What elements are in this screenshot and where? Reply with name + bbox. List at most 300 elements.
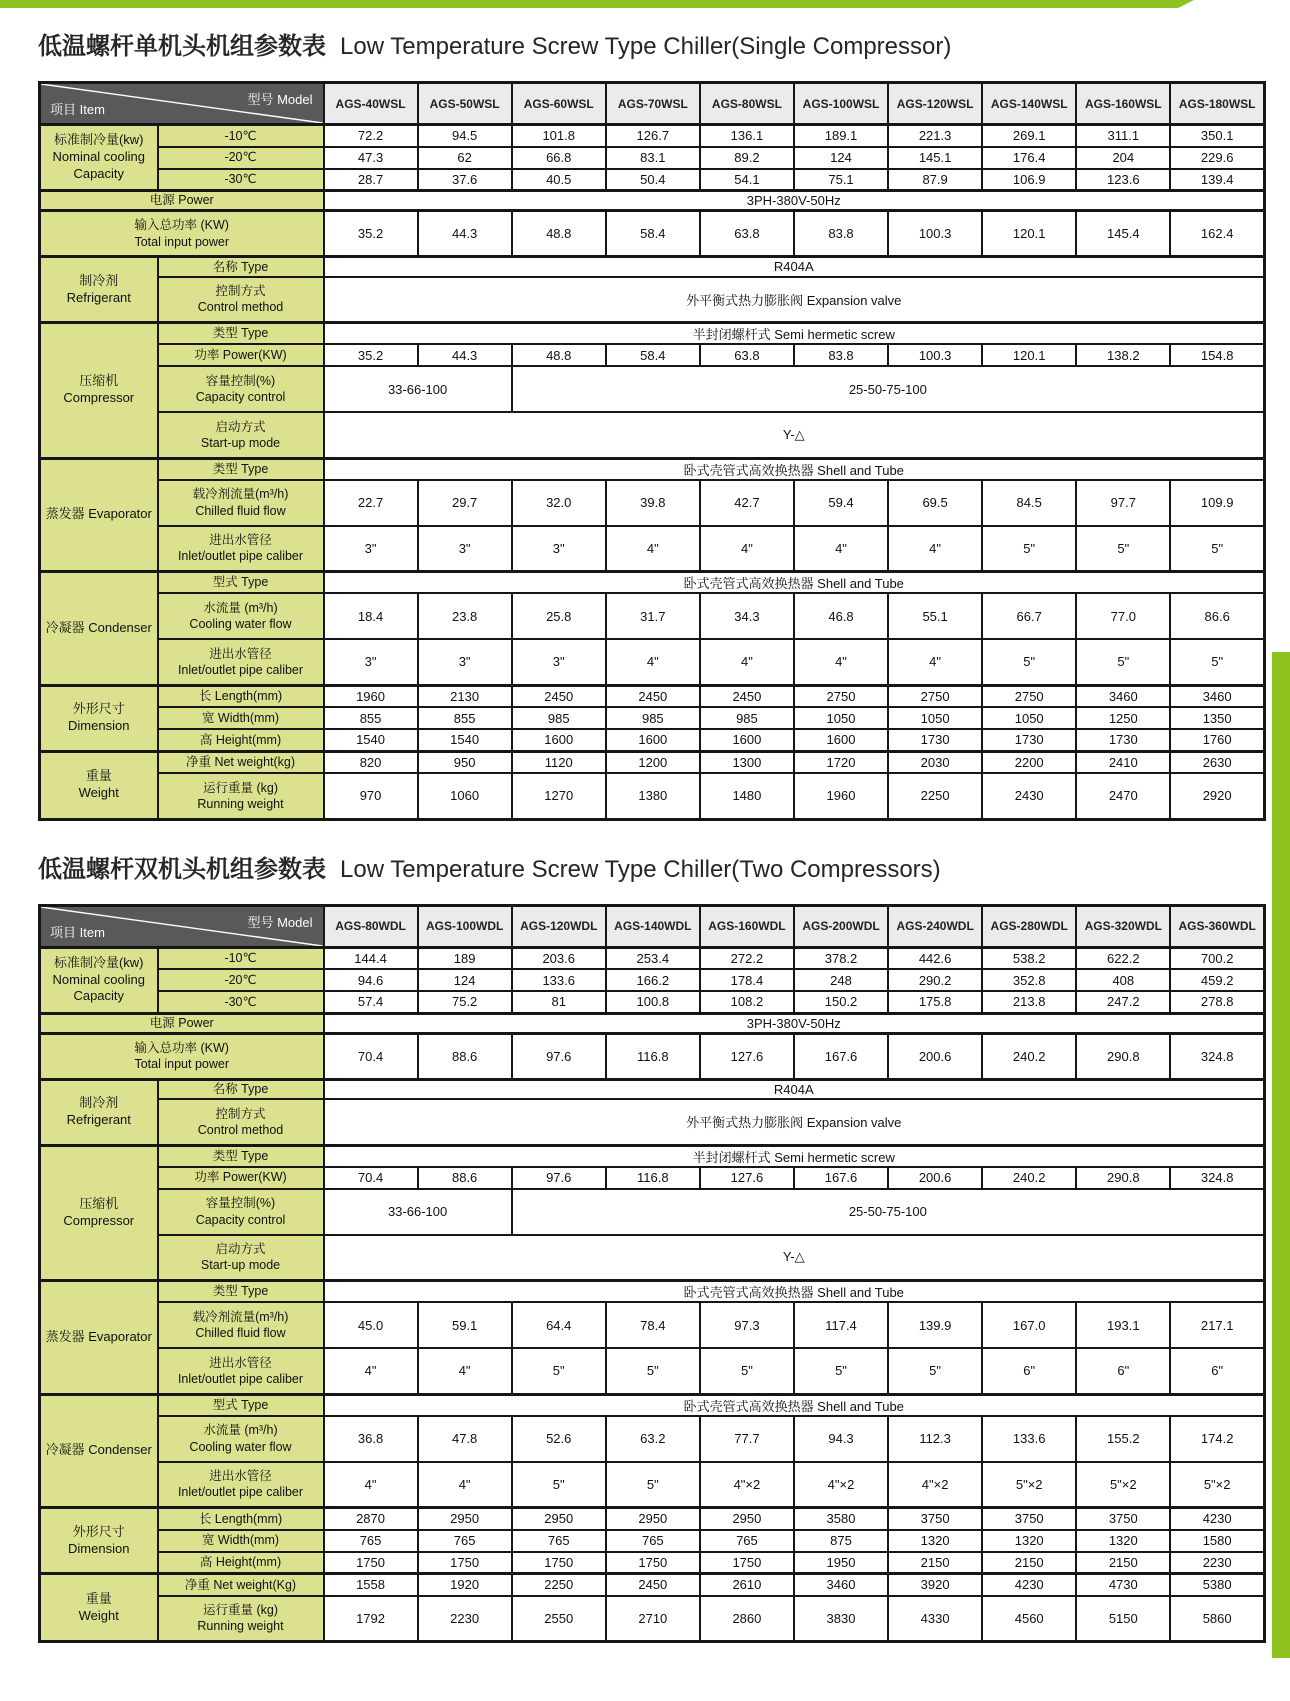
data-cell: 290.2 [888,969,982,991]
data-cell: 4" [606,526,700,572]
data-cell: 278.8 [1170,991,1264,1013]
data-cell: 4" [324,1348,418,1394]
data-cell: 1320 [888,1530,982,1552]
row-label-cell: 高 Height(mm) [158,1552,324,1574]
data-cell: 5" [888,1348,982,1394]
data-cell: 5" [982,526,1076,572]
group-label-cell: 压缩机 Compressor [40,323,158,459]
data-cell: 350.1 [1170,125,1264,147]
merged-data-cell: 25-50-75-100 [512,1189,1265,1235]
model-header-cell: AGS-200WDL [794,905,888,947]
data-cell: 622.2 [1076,947,1170,969]
data-cell: 3" [418,526,512,572]
data-cell: 66.7 [982,593,1076,639]
data-cell: 46.8 [794,593,888,639]
data-cell: 3750 [888,1508,982,1530]
data-cell: 269.1 [982,125,1076,147]
data-cell: 66.8 [512,147,606,169]
data-cell: 37.6 [418,169,512,191]
data-cell: 2750 [794,685,888,707]
data-cell: 4"×2 [794,1462,888,1508]
data-cell: 4330 [888,1596,982,1642]
data-cell: 3920 [888,1574,982,1596]
merged-data-cell: 3PH-380V-50Hz [324,1013,1265,1033]
data-cell: 203.6 [512,947,606,969]
row-label-cell: 控制方式 Control method [158,277,324,323]
group-label-cell: 制冷剂 Refrigerant [40,1079,158,1145]
data-cell: 855 [324,707,418,729]
row-label-cell: 水流量 (m³/h) Cooling water flow [158,1416,324,1462]
data-cell: 2230 [1170,1552,1264,1574]
row-label-cell: 水流量 (m³/h) Cooling water flow [158,593,324,639]
row-label-cell: 进出水管径 Inlet/outlet pipe caliber [158,526,324,572]
data-cell: 193.1 [1076,1302,1170,1348]
data-cell: 1760 [1170,729,1264,751]
data-cell: 106.9 [982,169,1076,191]
data-cell: 5" [1170,639,1264,685]
data-cell: 253.4 [606,947,700,969]
data-cell: 47.3 [324,147,418,169]
data-cell: 1050 [982,707,1076,729]
model-header-cell: AGS-80WSL [700,83,794,125]
row-label-cell: 功率 Power(KW) [158,1167,324,1189]
group-label-cell: 压缩机 Compressor [40,1145,158,1281]
data-cell: 221.3 [888,125,982,147]
model-header-cell: AGS-320WDL [1076,905,1170,947]
data-cell: 6" [1076,1348,1170,1394]
data-cell: 57.4 [324,991,418,1013]
group-label-cell: 标准制冷量(kw) Nominal cooling Capacity [40,125,158,191]
data-cell: 1950 [794,1552,888,1574]
row-label-cell: 类型 Type [158,1145,324,1167]
data-cell: 6" [982,1348,1076,1394]
data-cell: 154.8 [1170,344,1264,366]
data-cell: 126.7 [606,125,700,147]
data-cell: 1050 [888,707,982,729]
data-cell: 88.6 [418,1167,512,1189]
data-cell: 4" [794,639,888,685]
merged-data-cell: R404A [324,257,1265,277]
data-cell: 116.8 [606,1167,700,1189]
model-header-cell: AGS-70WSL [606,83,700,125]
spec-table [38,81,1266,821]
row-label-cell: 启动方式 Start-up mode [158,1235,324,1281]
row-label-cell: -30℃ [158,169,324,191]
data-cell: 290.8 [1076,1167,1170,1189]
row-label-cell: 名称 Type [158,1079,324,1099]
model-header-cell: AGS-100WSL [794,83,888,125]
data-cell: 5" [1076,526,1170,572]
data-cell: 4" [794,526,888,572]
model-header-cell: AGS-120WSL [888,83,982,125]
data-cell: 84.5 [982,480,1076,526]
corner-model-label: 型号 Model [247,92,313,107]
row-label-cell: 运行重量 (kg) Running weight [158,1596,324,1642]
row-label-cell: 宽 Width(mm) [158,1530,324,1552]
row-label-cell: 型式 Type [158,1394,324,1416]
data-cell: 5"×2 [982,1462,1076,1508]
data-cell: 6" [1170,1348,1264,1394]
row-label-cell: -30℃ [158,991,324,1013]
merged-data-cell: 3PH-380V-50Hz [324,191,1265,211]
data-cell: 1060 [418,773,512,819]
data-cell: 2710 [606,1596,700,1642]
data-cell: 75.2 [418,991,512,1013]
data-cell: 133.6 [512,969,606,991]
data-cell: 3750 [1076,1508,1170,1530]
data-cell: 5" [982,639,1076,685]
group-label-cell: 蒸发器 Evaporator [40,1281,158,1395]
row-label-cell: 输入总功率 (KW) Total input power [40,1033,324,1079]
data-cell: 1480 [700,773,794,819]
data-cell: 855 [418,707,512,729]
data-cell: 2030 [888,751,982,773]
merged-data-cell: 外平衡式热力膨胀阀 Expansion valve [324,277,1265,323]
data-cell: 2750 [888,685,982,707]
data-cell: 139.4 [1170,169,1264,191]
data-cell: 138.2 [1076,344,1170,366]
data-cell: 240.2 [982,1033,1076,1079]
data-cell: 145.4 [1076,211,1170,257]
data-cell: 2250 [512,1574,606,1596]
data-cell: 45.0 [324,1302,418,1348]
model-header-cell: AGS-60WSL [512,83,606,125]
data-cell: 97.6 [512,1033,606,1079]
data-cell: 1730 [888,729,982,751]
data-cell: 2130 [418,685,512,707]
data-cell: 77.0 [1076,593,1170,639]
data-cell: 2450 [700,685,794,707]
data-cell: 5"×2 [1170,1462,1264,1508]
data-cell: 875 [794,1530,888,1552]
data-cell: 2950 [700,1508,794,1530]
data-cell: 178.4 [700,969,794,991]
data-cell: 189 [418,947,512,969]
data-cell: 150.2 [794,991,888,1013]
data-cell: 1792 [324,1596,418,1642]
row-label-cell: 类型 Type [158,458,324,480]
spec-table [38,904,1266,1644]
data-cell: 2450 [606,1574,700,1596]
row-label-cell: -10℃ [158,947,324,969]
data-cell: 124 [794,147,888,169]
data-cell: 2550 [512,1596,606,1642]
merged-data-cell: 半封闭螺杆式 Semi hermetic screw [324,323,1265,345]
table2-title-en: Low Temperature Screw Type Chiller(Two Compressors) [340,855,941,883]
data-cell: 204 [1076,147,1170,169]
data-cell: 162.4 [1170,211,1264,257]
data-cell: 1540 [418,729,512,751]
data-cell: 2920 [1170,773,1264,819]
data-cell: 1750 [606,1552,700,1574]
data-cell: 2950 [512,1508,606,1530]
model-header-cell: AGS-80WDL [324,905,418,947]
data-cell: 1320 [982,1530,1076,1552]
merged-data-cell: 卧式壳管式高效换热器 Shell and Tube [324,458,1265,480]
row-label-cell: 高 Height(mm) [158,729,324,751]
data-cell: 155.2 [1076,1416,1170,1462]
data-cell: 3" [324,639,418,685]
data-cell: 167.6 [794,1167,888,1189]
data-cell: 2950 [418,1508,512,1530]
data-cell: 2200 [982,751,1076,773]
data-cell: 34.3 [700,593,794,639]
data-cell: 229.6 [1170,147,1264,169]
group-label-cell: 标准制冷量(kw) Nominal cooling Capacity [40,947,158,1013]
data-cell: 1580 [1170,1530,1264,1552]
data-cell: 2750 [982,685,1076,707]
data-cell: 28.7 [324,169,418,191]
header-corner-cell [40,905,324,947]
data-cell: 97.7 [1076,480,1170,526]
row-label-cell: 名称 Type [158,257,324,277]
data-cell: 120.1 [982,344,1076,366]
data-cell: 290.8 [1076,1033,1170,1079]
table1-title-en: Low Temperature Screw Type Chiller(Single Compressor) [340,33,952,60]
model-header-cell: AGS-140WSL [982,83,1076,125]
data-cell: 4" [888,526,982,572]
data-cell: 324.8 [1170,1167,1264,1189]
row-label-cell: 容量控制(%) Capacity control [158,366,324,412]
data-cell: 5" [1170,526,1264,572]
header-corner-cell [40,83,324,125]
data-cell: 700.2 [1170,947,1264,969]
data-cell: 247.2 [1076,991,1170,1013]
data-cell: 970 [324,773,418,819]
group-label-cell: 冷凝器 Condenser [40,572,158,686]
group-label-cell: 蒸发器 Evaporator [40,458,158,572]
data-cell: 50.4 [606,169,700,191]
data-cell: 63.8 [700,211,794,257]
data-cell: 3" [324,526,418,572]
row-label-cell: 控制方式 Control method [158,1099,324,1145]
data-cell: 765 [324,1530,418,1552]
data-cell: 83.8 [794,211,888,257]
data-cell: 52.6 [512,1416,606,1462]
data-cell: 35.2 [324,211,418,257]
model-header-cell: AGS-40WSL [324,83,418,125]
group-label-cell: 重量 Weight [40,1574,158,1642]
data-cell: 1120 [512,751,606,773]
data-cell: 5150 [1076,1596,1170,1642]
data-cell: 167.6 [794,1033,888,1079]
data-cell: 3580 [794,1508,888,1530]
merged-data-cell: 卧式壳管式高效换热器 Shell and Tube [324,1394,1265,1416]
data-cell: 1558 [324,1574,418,1596]
data-cell: 1200 [606,751,700,773]
data-cell: 22.7 [324,480,418,526]
data-cell: 1320 [1076,1530,1170,1552]
corner-item-label: 项目 Item [50,102,105,117]
data-cell: 248 [794,969,888,991]
data-cell: 97.3 [700,1302,794,1348]
data-cell: 70.4 [324,1033,418,1079]
data-cell: 139.9 [888,1302,982,1348]
merged-data-cell: 外平衡式热力膨胀阀 Expansion valve [324,1099,1265,1145]
data-cell: 117.4 [794,1302,888,1348]
data-cell: 39.8 [606,480,700,526]
group-label-cell: 重量 Weight [40,751,158,819]
data-cell: 1250 [1076,707,1170,729]
data-cell: 42.7 [700,480,794,526]
data-cell: 1960 [794,773,888,819]
right-accent-bar [1272,652,1290,1658]
data-cell: 3" [418,639,512,685]
data-cell: 3" [512,639,606,685]
data-cell: 176.4 [982,147,1076,169]
data-cell: 442.6 [888,947,982,969]
data-cell: 765 [418,1530,512,1552]
data-cell: 5" [1076,639,1170,685]
data-cell: 4" [606,639,700,685]
data-cell: 324.8 [1170,1033,1264,1079]
two-compressors-section [38,849,1266,1644]
data-cell: 272.2 [700,947,794,969]
data-cell: 109.9 [1170,480,1264,526]
data-cell: 2630 [1170,751,1264,773]
model-header-cell: AGS-280WDL [982,905,1076,947]
data-cell: 765 [606,1530,700,1552]
data-cell: 112.3 [888,1416,982,1462]
data-cell: 87.9 [888,169,982,191]
data-cell: 78.4 [606,1302,700,1348]
model-header-cell: AGS-120WDL [512,905,606,947]
table2-title [38,849,1266,884]
data-cell: 36.8 [324,1416,418,1462]
data-cell: 985 [606,707,700,729]
top-accent-bar [0,0,1194,8]
single-compressor-table-host [38,81,1266,821]
data-cell: 459.2 [1170,969,1264,991]
row-label-cell: 型式 Type [158,572,324,594]
data-cell: 2150 [888,1552,982,1574]
data-cell: 100.8 [606,991,700,1013]
data-cell: 3" [512,526,606,572]
data-cell: 4" [700,639,794,685]
row-label-cell: 输入总功率 (KW) Total input power [40,211,324,257]
data-cell: 1720 [794,751,888,773]
group-label-cell: 冷凝器 Condenser [40,1394,158,1508]
data-cell: 5380 [1170,1574,1264,1596]
data-cell: 200.6 [888,1167,982,1189]
data-cell: 765 [700,1530,794,1552]
data-cell: 4" [324,1462,418,1508]
data-cell: 89.2 [700,147,794,169]
data-cell: 94.5 [418,125,512,147]
data-cell: 4230 [982,1574,1076,1596]
data-cell: 213.8 [982,991,1076,1013]
data-cell: 1960 [324,685,418,707]
data-cell: 1600 [794,729,888,751]
data-cell: 240.2 [982,1167,1076,1189]
data-cell: 1750 [418,1552,512,1574]
data-cell: 55.1 [888,593,982,639]
row-label-cell: 载冷剂流量(m³/h) Chilled fluid flow [158,480,324,526]
data-cell: 54.1 [700,169,794,191]
row-label-cell: 长 Length(mm) [158,685,324,707]
data-cell: 127.6 [700,1033,794,1079]
data-cell: 2250 [888,773,982,819]
data-cell: 100.3 [888,211,982,257]
data-cell: 5" [512,1462,606,1508]
data-cell: 69.5 [888,480,982,526]
model-header-cell: AGS-160WSL [1076,83,1170,125]
row-label-cell: 类型 Type [158,323,324,345]
model-header-cell: AGS-360WDL [1170,905,1264,947]
data-cell: 72.2 [324,125,418,147]
row-label-cell: 净重 Net weight(Kg) [158,1574,324,1596]
group-label-cell: 制冷剂 Refrigerant [40,257,158,323]
data-cell: 1730 [1076,729,1170,751]
data-cell: 2430 [982,773,1076,819]
data-cell: 1600 [700,729,794,751]
data-cell: 352.8 [982,969,1076,991]
data-cell: 25.8 [512,593,606,639]
data-cell: 4"×2 [700,1462,794,1508]
data-cell: 985 [512,707,606,729]
merged-data-cell: 半封闭螺杆式 Semi hermetic screw [324,1145,1265,1167]
row-label-cell: 宽 Width(mm) [158,707,324,729]
data-cell: 311.1 [1076,125,1170,147]
data-cell: 2410 [1076,751,1170,773]
data-cell: 5"×2 [1076,1462,1170,1508]
row-label-cell: 运行重量 (kg) Running weight [158,773,324,819]
data-cell: 175.8 [888,991,982,1013]
data-cell: 124 [418,969,512,991]
data-cell: 44.3 [418,344,512,366]
data-cell: 31.7 [606,593,700,639]
group-label-cell: 外形尺寸 Dimension [40,1508,158,1574]
data-cell: 1270 [512,773,606,819]
data-cell: 820 [324,751,418,773]
data-cell: 950 [418,751,512,773]
data-cell: 100.3 [888,344,982,366]
data-cell: 120.1 [982,211,1076,257]
model-header-cell: AGS-180WSL [1170,83,1264,125]
row-label-cell: 电源 Power [40,1013,324,1033]
data-cell: 5" [606,1348,700,1394]
data-cell: 83.8 [794,344,888,366]
row-label-cell: 类型 Type [158,1281,324,1303]
data-cell: 86.6 [1170,593,1264,639]
data-cell: 985 [700,707,794,729]
data-cell: 3460 [1076,685,1170,707]
data-cell: 94.6 [324,969,418,991]
model-header-cell: AGS-100WDL [418,905,512,947]
data-cell: 70.4 [324,1167,418,1189]
data-cell: 1050 [794,707,888,729]
data-cell: 1300 [700,751,794,773]
data-cell: 4" [700,526,794,572]
row-label-cell: 电源 Power [40,191,324,211]
data-cell: 2860 [700,1596,794,1642]
data-cell: 1750 [324,1552,418,1574]
data-cell: 1350 [1170,707,1264,729]
data-cell: 1920 [418,1574,512,1596]
data-cell: 4" [418,1462,512,1508]
data-cell: 94.3 [794,1416,888,1462]
data-cell: 48.8 [512,211,606,257]
data-cell: 88.6 [418,1033,512,1079]
data-cell: 3460 [1170,685,1264,707]
data-cell: 189.1 [794,125,888,147]
data-cell: 2870 [324,1508,418,1530]
row-label-cell: 载冷剂流量(m³/h) Chilled fluid flow [158,1302,324,1348]
merged-data-cell: Y-△ [324,412,1265,458]
merged-data-cell: 卧式壳管式高效换热器 Shell and Tube [324,572,1265,594]
data-cell: 538.2 [982,947,1076,969]
data-cell: 217.1 [1170,1302,1264,1348]
